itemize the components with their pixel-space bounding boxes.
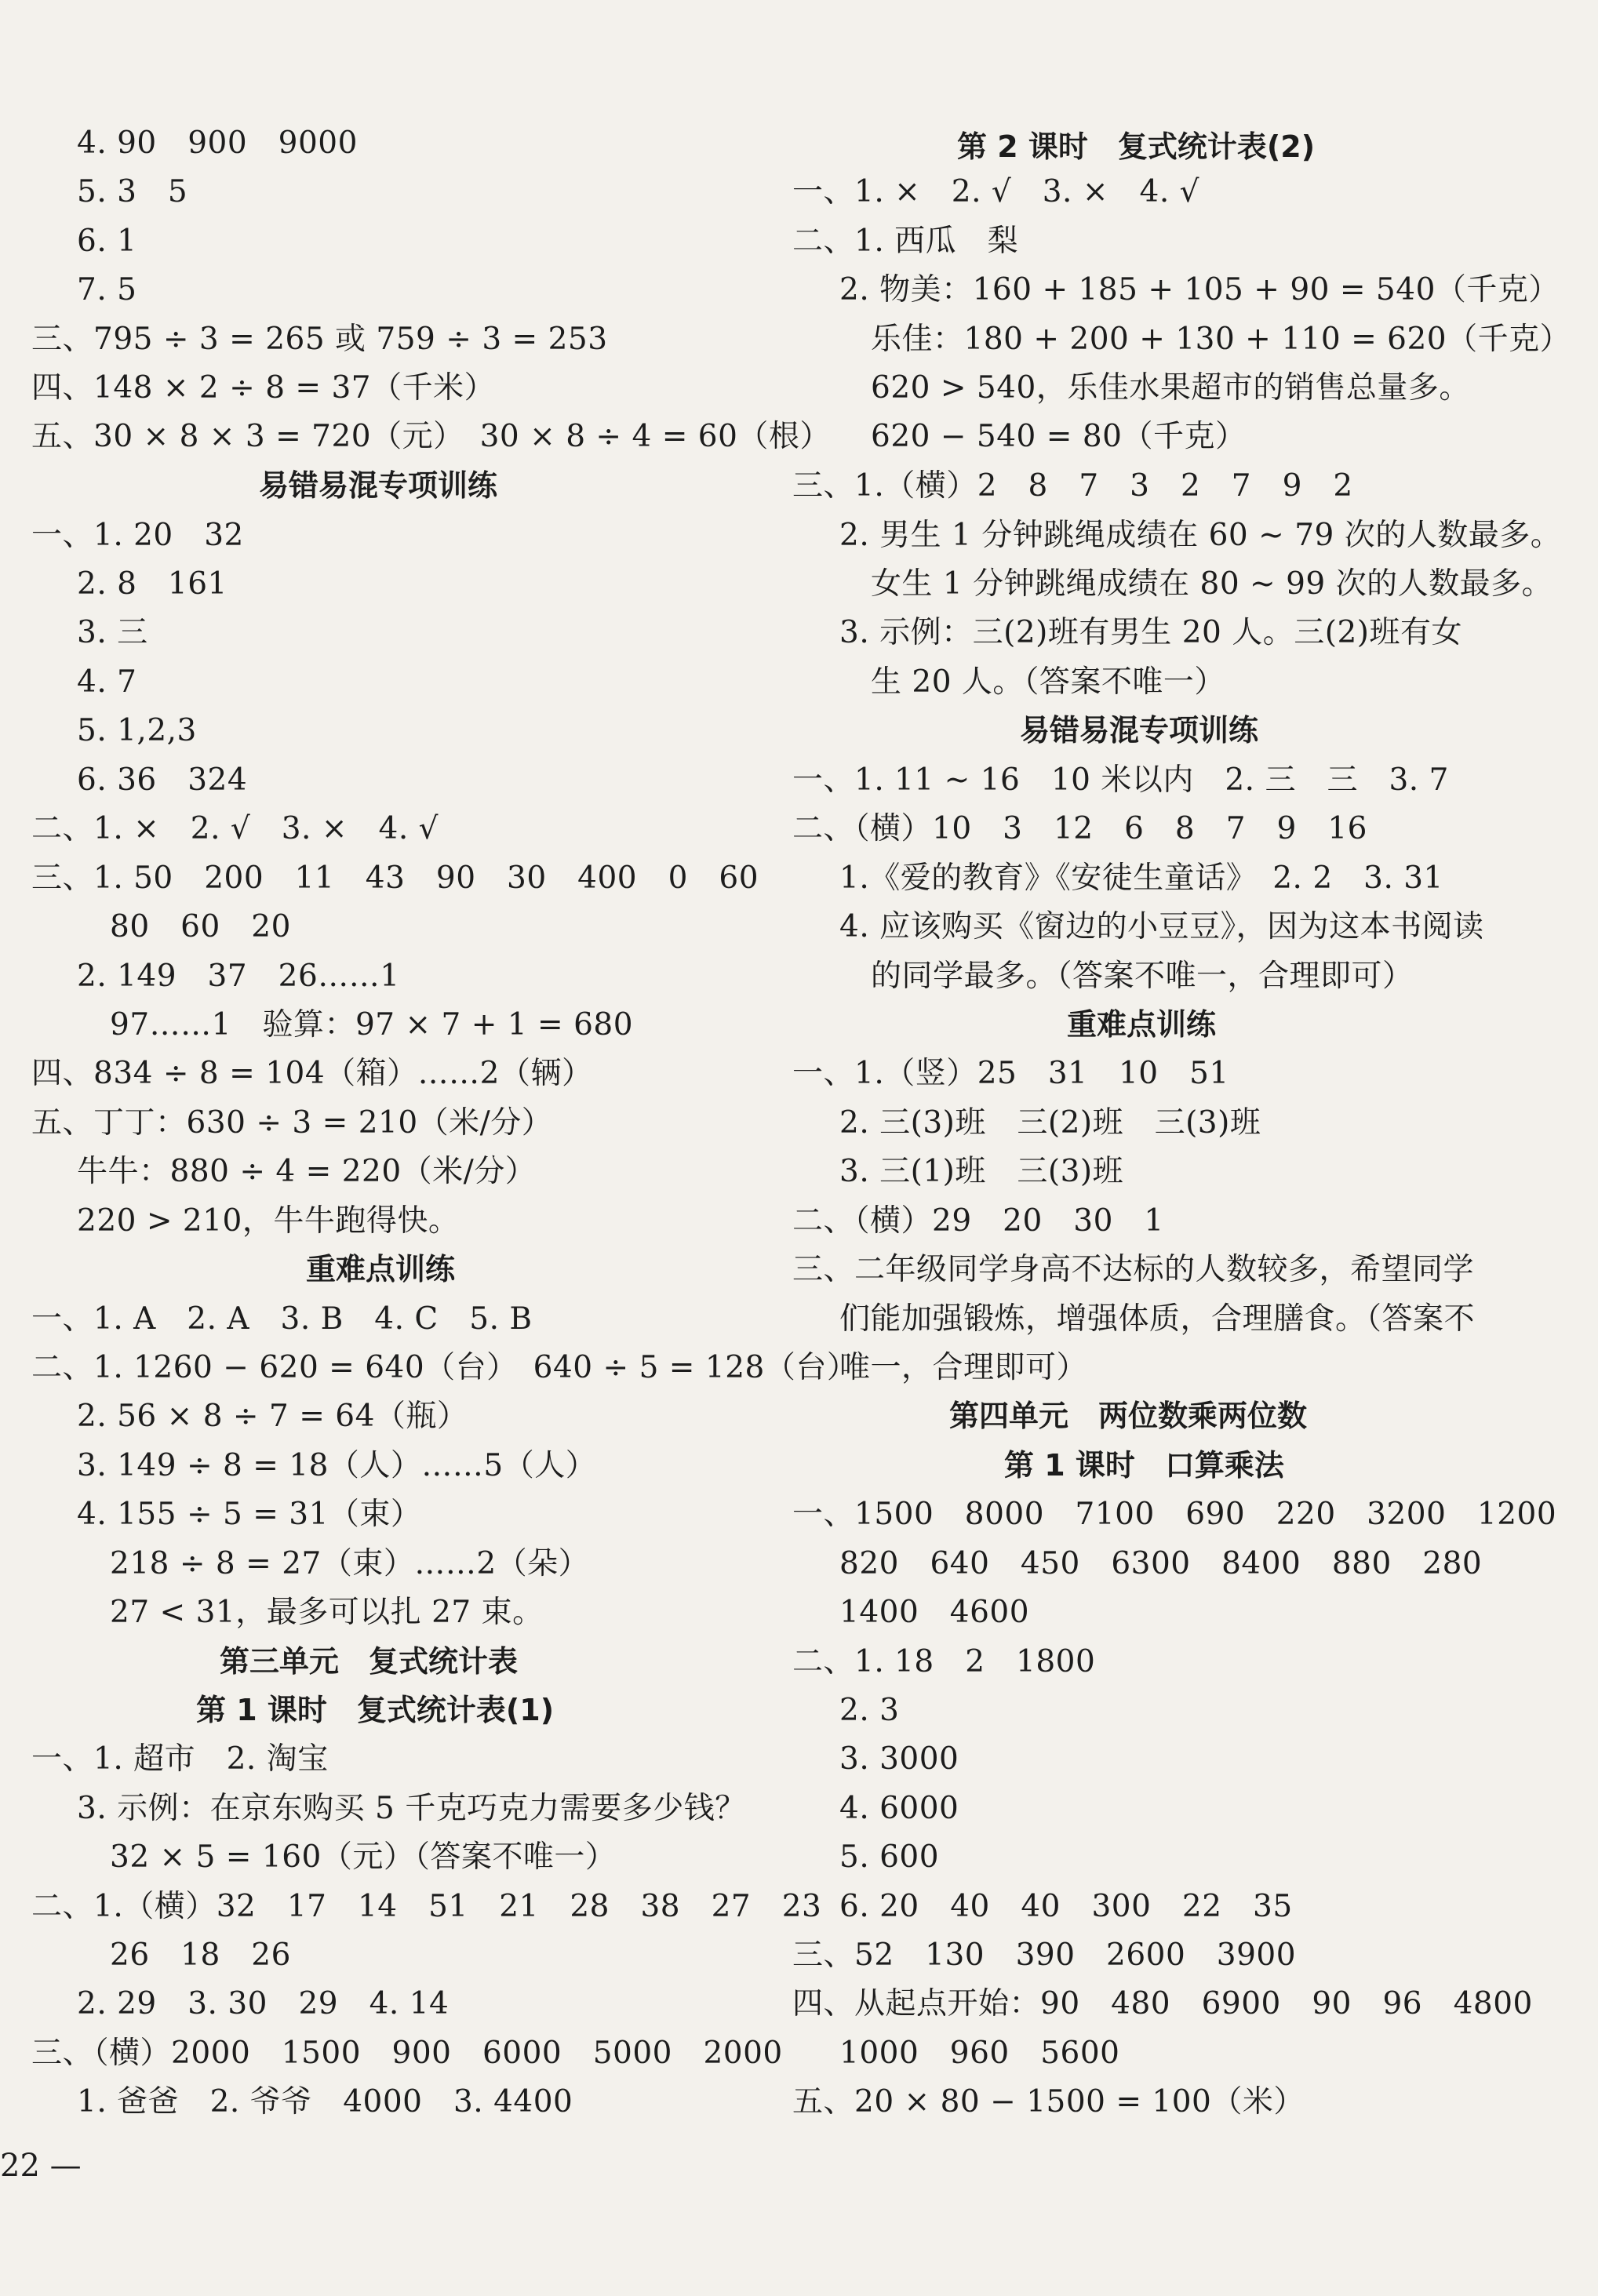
answer-line: 3. 三(1)班 三(3)班: [839, 1154, 1124, 1189]
answer-line: 五、30 × 8 × 3 = 720（元） 30 × 8 ÷ 4 = 60（根）: [31, 419, 831, 454]
unit-heading: 第四单元 两位数乘两位数: [949, 1399, 1308, 1433]
answer-line: 一、1. 11 ~ 16 10 米以内 2. 三 三 3. 7: [792, 762, 1449, 798]
section-heading: 重难点训练: [306, 1252, 456, 1286]
answer-line: 唯一，合理即可）: [839, 1350, 1088, 1385]
answer-line: 2. 3: [839, 1693, 900, 1728]
answer-line: 2. 56 × 8 ÷ 7 = 64（瓶）: [77, 1399, 468, 1434]
answer-line: 32 × 5 = 160（元）（答案不唯一）: [110, 1839, 617, 1875]
answer-line: 1000 960 5600: [839, 2036, 1120, 2071]
answer-line: 2. 物美：160 + 185 + 105 + 90 = 540（千克）: [839, 272, 1560, 307]
answer-line: 220 > 210，牛牛跑得快。: [77, 1203, 460, 1239]
answer-line: 三、（横）2000 1500 900 6000 5000 2000: [31, 2036, 783, 2071]
answer-line: 2. 8 161: [77, 566, 228, 602]
answer-line: 女生 1 分钟跳绳成绩在 80 ~ 99 次的人数最多。: [871, 566, 1553, 602]
answer-line: 27 < 31，最多可以扎 27 束。: [110, 1595, 544, 1630]
answer-line: 二、（横）29 20 30 1: [792, 1203, 1164, 1239]
answer-line: 820 640 450 6300 8400 880 280: [839, 1546, 1483, 1581]
answer-line: 2. 29 3. 30 29 4. 14: [77, 1986, 450, 2021]
section-heading: 重难点训练: [1067, 1007, 1217, 1042]
lesson-heading: 第 1 课时 口算乘法: [1004, 1448, 1284, 1483]
answer-line: 二、1. × 2. √ 3. × 4. √: [31, 811, 439, 846]
answer-line: 97……1 验算：97 × 7 + 1 = 680: [110, 1007, 634, 1042]
answer-line: 5. 600: [839, 1839, 940, 1875]
answer-line: 三、1.（横）2 8 7 3 2 7 9 2: [792, 468, 1353, 504]
answer-line: 3. 3000: [839, 1741, 959, 1777]
answer-line: 2. 男生 1 分钟跳绳成绩在 60 ~ 79 次的人数最多。: [839, 518, 1562, 553]
answer-line: 三、二年级同学身高不达标的人数较多，希望同学: [792, 1252, 1475, 1287]
answer-line: 1.《爱的教育》《安徒生童话》 2. 2 3. 31: [839, 861, 1443, 896]
answer-line: 一、1.（竖）25 31 10 51: [792, 1056, 1229, 1091]
answer-line: 26 18 26: [110, 1938, 291, 1973]
answer-line: 四、从起点开始：90 480 6900 90 96 4800: [792, 1986, 1533, 2021]
answer-line: 620 − 540 = 80（千克）: [871, 419, 1247, 454]
answer-line: 4. 应该购买《窗边的小豆豆》，因为这本书阅读: [839, 909, 1484, 944]
answer-line: 2. 三(3)班 三(2)班 三(3)班: [839, 1105, 1261, 1141]
answer-line: 牛牛：880 ÷ 4 = 220（米/分）: [77, 1154, 537, 1189]
answer-line: 1400 4600: [839, 1595, 1030, 1630]
answer-line: 五、丁丁：630 ÷ 3 = 210（米/分）: [31, 1105, 553, 1141]
answer-line: 3. 149 ÷ 8 = 18（人）……5（人）: [77, 1448, 597, 1483]
answer-line: 6. 1: [77, 224, 137, 259]
answer-line: 4. 7: [77, 664, 137, 700]
answer-line: 乐佳：180 + 200 + 130 + 110 = 620（千克）: [871, 322, 1571, 357]
answer-line: 二、1. 西瓜 梨: [792, 224, 1019, 259]
answer-line: 三、1. 50 200 11 43 90 30 400 0 60: [31, 861, 759, 896]
answer-line: 三、52 130 390 2600 3900: [792, 1938, 1297, 1973]
answer-line: 五、20 × 80 − 1500 = 100（米）: [792, 2084, 1305, 2120]
answer-line: 4. 90 900 9000: [77, 126, 358, 161]
answer-line: 四、148 × 2 ÷ 8 = 37（千米）: [31, 370, 496, 406]
unit-heading: 第三单元 复式统计表: [220, 1644, 519, 1679]
answer-line: 218 ÷ 8 = 27（束）……2（朵）: [110, 1546, 590, 1581]
answer-line: 3. 示例：三(2)班有男生 20 人。三(2)班有女: [839, 615, 1463, 650]
page-number: 22 —: [0, 2148, 82, 2184]
answer-line: 5. 1,2,3: [77, 713, 197, 748]
answer-line: 一、1500 8000 7100 690 220 3200 1200: [792, 1497, 1557, 1532]
answer-line: 7. 5: [77, 272, 137, 307]
lesson-heading: 第 2 课时 复式统计表(2): [957, 129, 1316, 164]
answer-line: 一、1. A 2. A 3. B 4. C 5. B: [31, 1301, 533, 1337]
answer-line: 1. 爸爸 2. 爷爷 4000 3. 4400: [77, 2084, 573, 2120]
answer-line: 3. 示例：在京东购买 5 千克巧克力需要多少钱？: [77, 1791, 746, 1826]
answer-line: 一、1. 20 32: [31, 518, 244, 553]
answer-line: 80 60 20: [110, 909, 291, 944]
answer-line: 二、1. 18 2 1800: [792, 1644, 1096, 1679]
answer-line: 5. 3 5: [77, 174, 188, 209]
answer-line: 4. 155 ÷ 5 = 31（束）: [77, 1497, 422, 1532]
lesson-heading: 第 1 课时 复式统计表(1): [196, 1693, 555, 1727]
answer-line: 的同学最多。（答案不唯一，合理即可）: [871, 959, 1414, 994]
answer-line: 6. 36 324: [77, 762, 248, 798]
answer-line: 一、1. × 2. √ 3. × 4. √: [792, 174, 1199, 209]
answer-line: 6. 20 40 40 300 22 35: [839, 1889, 1293, 1924]
section-heading: 易错易混专项训练: [1020, 713, 1259, 748]
answer-line: 4. 6000: [839, 1791, 959, 1826]
answer-line: 三、795 ÷ 3 = 265 或 759 ÷ 3 = 253: [31, 322, 608, 357]
answer-line: 2. 149 37 26……1: [77, 959, 400, 994]
answer-line: 一、1. 超市 2. 淘宝: [31, 1741, 329, 1777]
answer-line: 620 > 540，乐佳水果超市的销售总量多。: [871, 370, 1470, 406]
answer-line: 生 20 人。（答案不唯一）: [871, 664, 1225, 700]
answer-line: 们能加强锻炼，增强体质，合理膳食。（答案不: [839, 1301, 1476, 1337]
answer-line: 二、（横）10 3 12 6 8 7 9 16: [792, 811, 1367, 846]
answer-line: 四、834 ÷ 8 = 104（箱）……2（辆）: [31, 1056, 593, 1091]
answer-line: 二、1. 1260 − 620 = 640（台） 640 ÷ 5 = 128（台）: [31, 1350, 858, 1385]
section-heading: 易错易混专项训练: [259, 468, 498, 503]
answer-line: 二、1.（横）32 17 14 51 21 28 38 27 23: [31, 1889, 822, 1924]
answer-line: 3. 三: [77, 615, 148, 650]
